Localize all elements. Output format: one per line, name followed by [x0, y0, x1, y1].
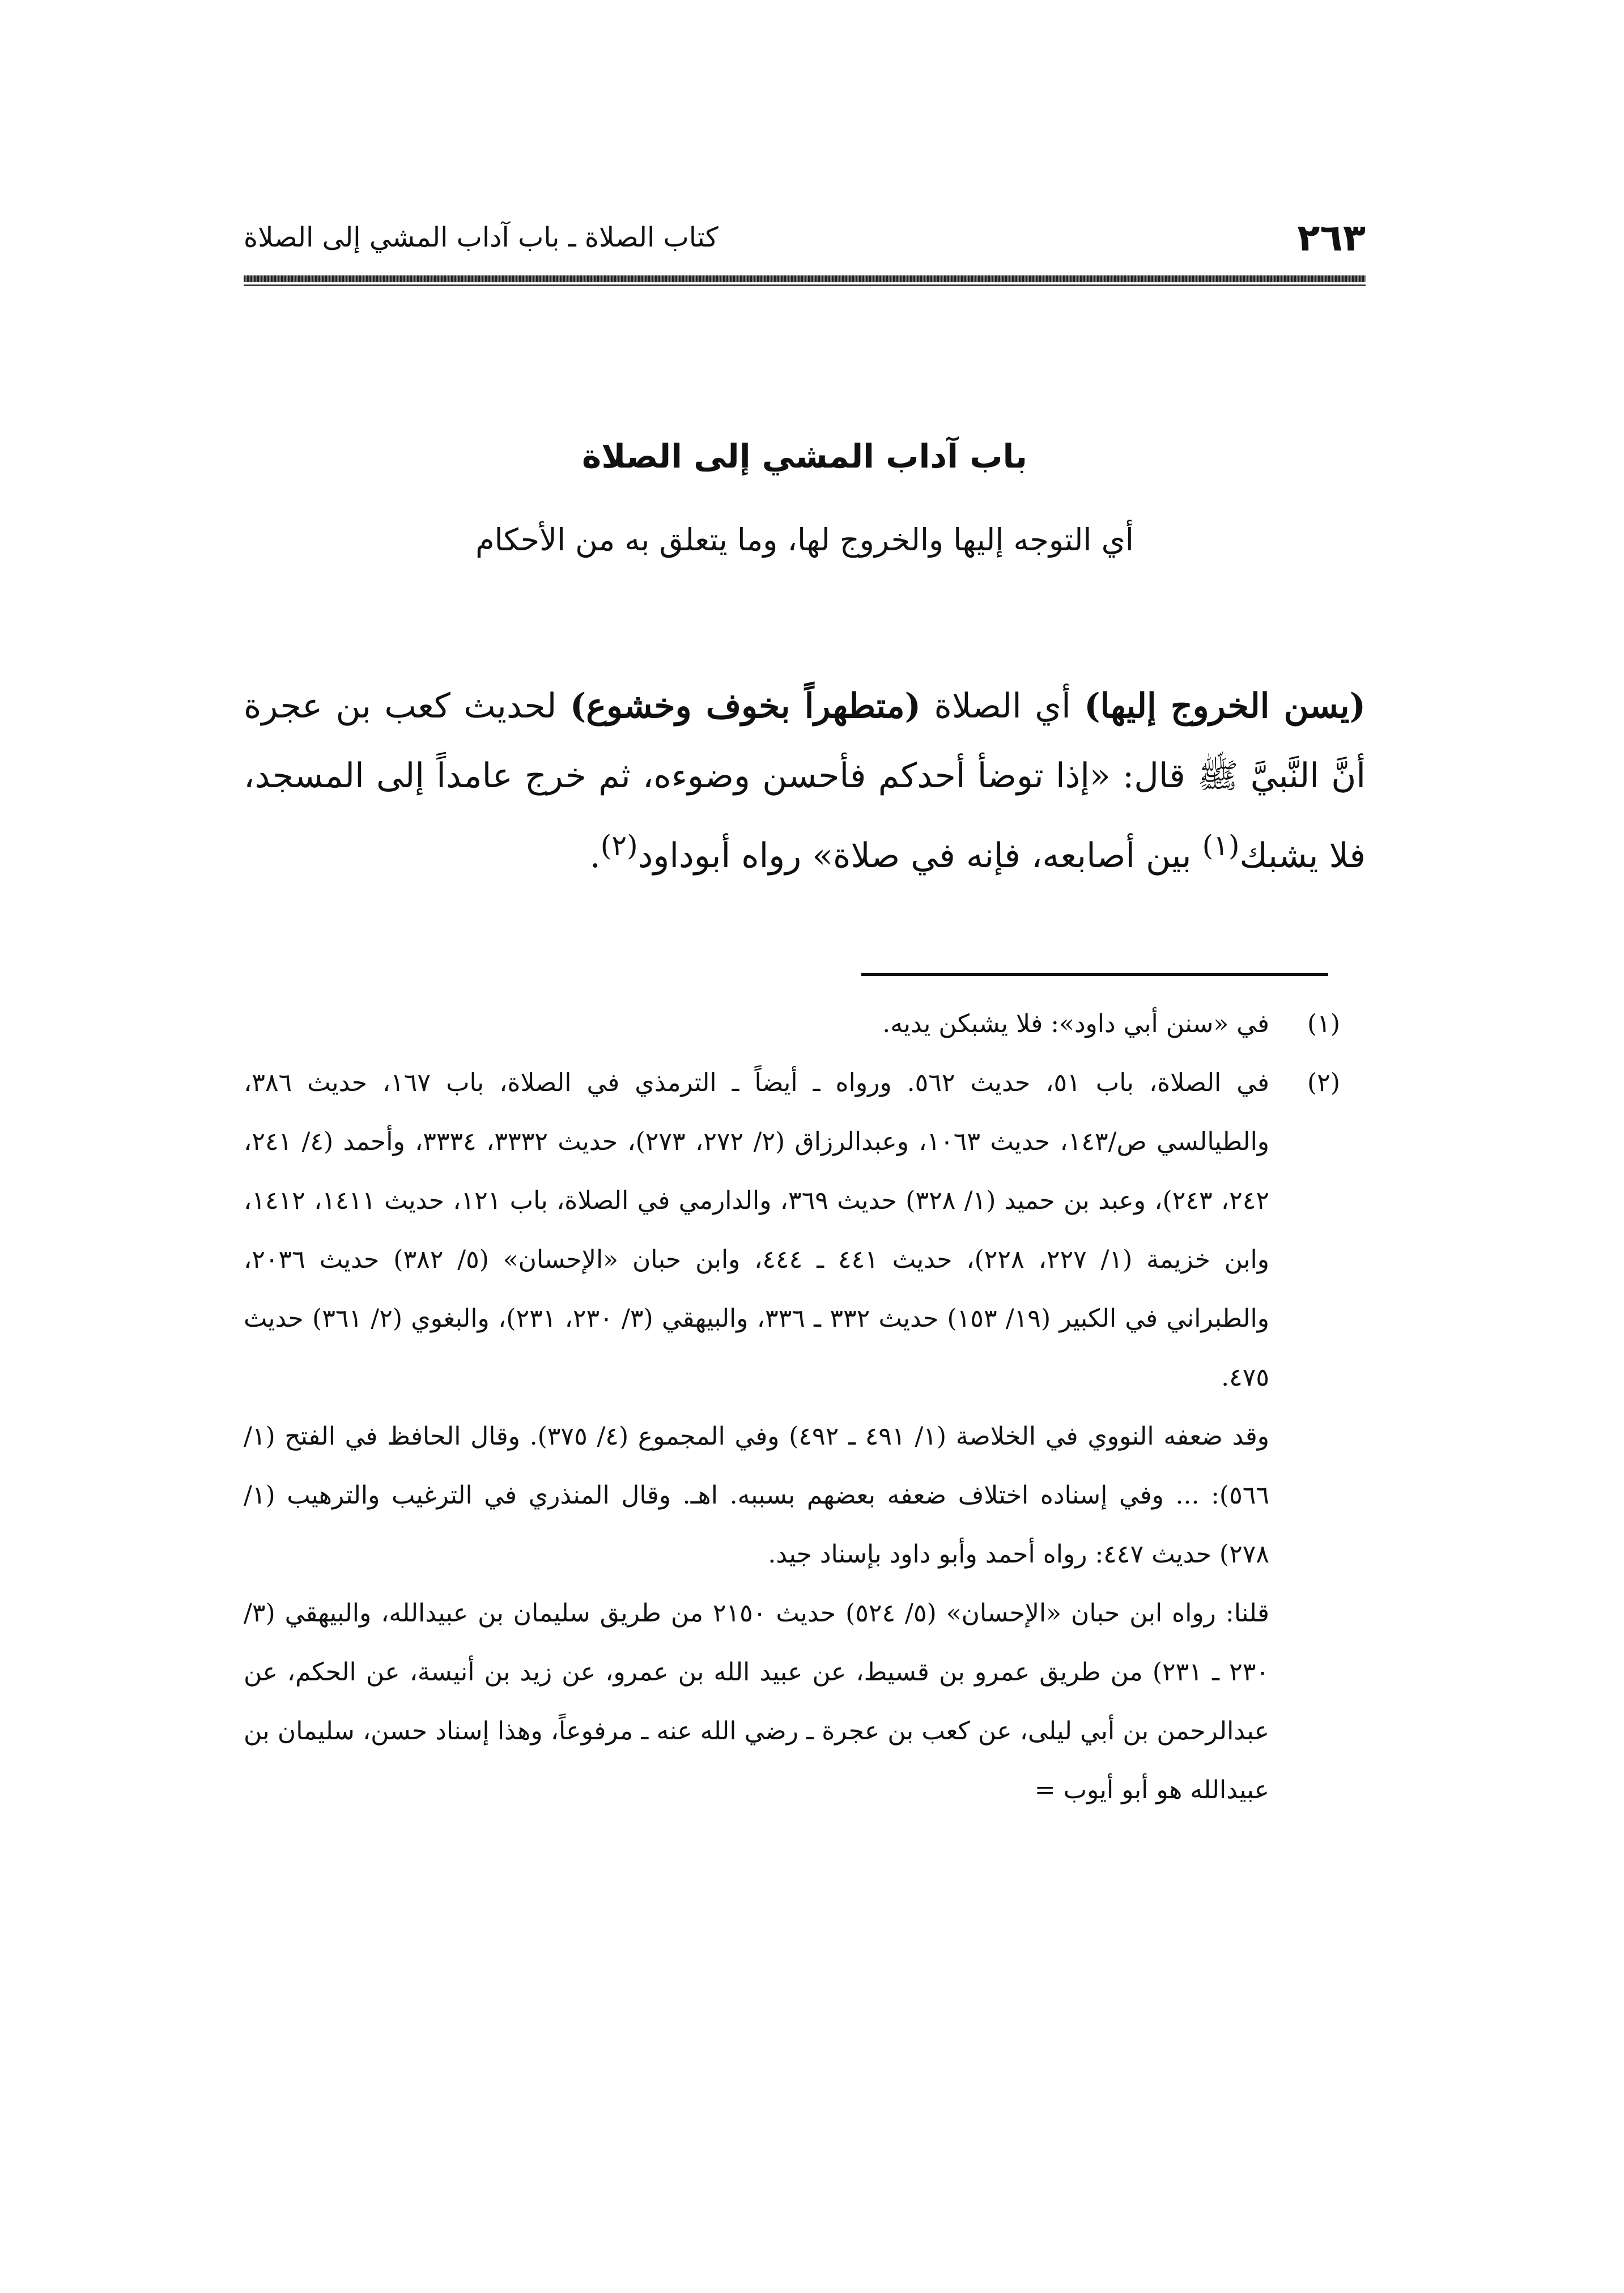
footnote-ref-2: (٢) — [600, 829, 638, 862]
header-rule — [244, 275, 1366, 282]
footnote-number: (١) — [1307, 1009, 1340, 1038]
running-header — [244, 213, 1366, 275]
header-rule-underline — [244, 284, 1366, 286]
main-text-1: أي الصلاة — [921, 686, 1085, 726]
footnote-text: قلنا: رواه ابن حبان «الإحسان» (٥/ ٥٢٤) حديث ٢١٥٠ من طريق سليمان بن عبيدالله، والبيهقي (٣/ ٢٣٠ ـ ٢٣١) من طريق عمرو بن قسيط، عن عبيد الله بن عمرو، عن زيد بن أنيسة، عن الحكم، عن عبدالرحمن بن أبي ليلى، عن كعب بن عجرة ـ رضي الله عنه ـ مرفوعاً، وهذا إسناد حسن، سليمان بن عبيدالله هو أبو أيوب = — [244, 1599, 1270, 1804]
footnote-text: في الصلاة، باب ٥١، حديث ٥٦٢. ورواه ـ أيضاً ـ الترمذي في الصلاة، باب ١٦٧، حديث ٣٨٦، والطيالسي ص/١٤٣، حديث ١٠٦٣، وعبدالرزاق (٢/ ٢٧٢، ٢٧٣)، حديث ٣٣٣٢، ٣٣٣٤، وأحمد (٤/ ٢٤١، ٢٤٢، ٢٤٣)، وعبد بن حميد (١/ ٣٢٨) حديث ٣٦٩، والدارمي في الصلاة، باب ١٢١، حديث ١٤١١، ١٤١٢، وابن خزيمة (١/ ٢٢٧، ٢٢٨)، حديث ٤٤١ ـ ٤٤٤، وابن حبان «الإحسان» (٥/ ٣٨٢) حديث ٢٠٣٦، والطبراني في الكبير (١٩/ ١٥٣) حديث ٣٣٢ ـ ٣٣٦، والبيهقي (٣/ ٢٣٠، ٢٣١)، والبغوي (٢/ ٣٦١) حديث ٤٧٥. — [244, 1068, 1270, 1392]
chapter-subtitle: أي التوجه إليها والخروج لها، وما يتعلق به من الأحكام — [475, 522, 1134, 558]
running-header-title: كتاب الصلاة ـ باب آداب المشي إلى الصلاة — [244, 222, 719, 253]
footnote-2 — [244, 1054, 1366, 1820]
footnote-text: وقد ضعفه النووي في الخلاصة (١/ ٤٩١ ـ ٤٩٢) وفي المجموع (٤/ ٣٧٥). وقال الحافظ في الفتح (١/ ٥٦٦): ... وفي إسناده اختلاف ضعفه بعضهم بسببه. اهـ. وقال المنذري في الترغيب والترهيب (١/ ٢٧٨) حديث ٤٤٧: رواه أحمد وأبو داود بإسناد جيد. — [244, 1422, 1269, 1569]
footnote-text: في «سنن أبي داود»: فلا يشبكن يديه. — [882, 1009, 1269, 1038]
chapter-title: باب آداب المشي إلى الصلاة — [581, 437, 1028, 475]
footnote-ref-1: (١) — [1202, 829, 1240, 862]
footnote-separator — [861, 973, 1328, 976]
main-phrase-1: (يسن الخروج إليها) — [1084, 686, 1366, 726]
footnote-1 — [244, 995, 1366, 1054]
main-text-3: بين أصابعه، فإنه في صلاة» رواه أبوداود — [637, 836, 1202, 876]
main-text-4: . — [589, 836, 601, 876]
main-text-2: لحديث كعب بن عجرة أنَّ النَّبيَّ ﷺ قال: «إذا توضأ أحدكم فأحسن وضوءه، ثم خرج عامداً إلى المسجد، فلا يشبك — [244, 686, 1366, 876]
main-paragraph — [244, 672, 1366, 891]
footnotes — [244, 995, 1366, 1820]
footnote-number: (٢) — [1307, 1068, 1340, 1097]
page-number: ٢٦٣ — [1297, 216, 1366, 260]
main-phrase-2: (متطهراً بخوف وخشوع) — [569, 686, 921, 726]
